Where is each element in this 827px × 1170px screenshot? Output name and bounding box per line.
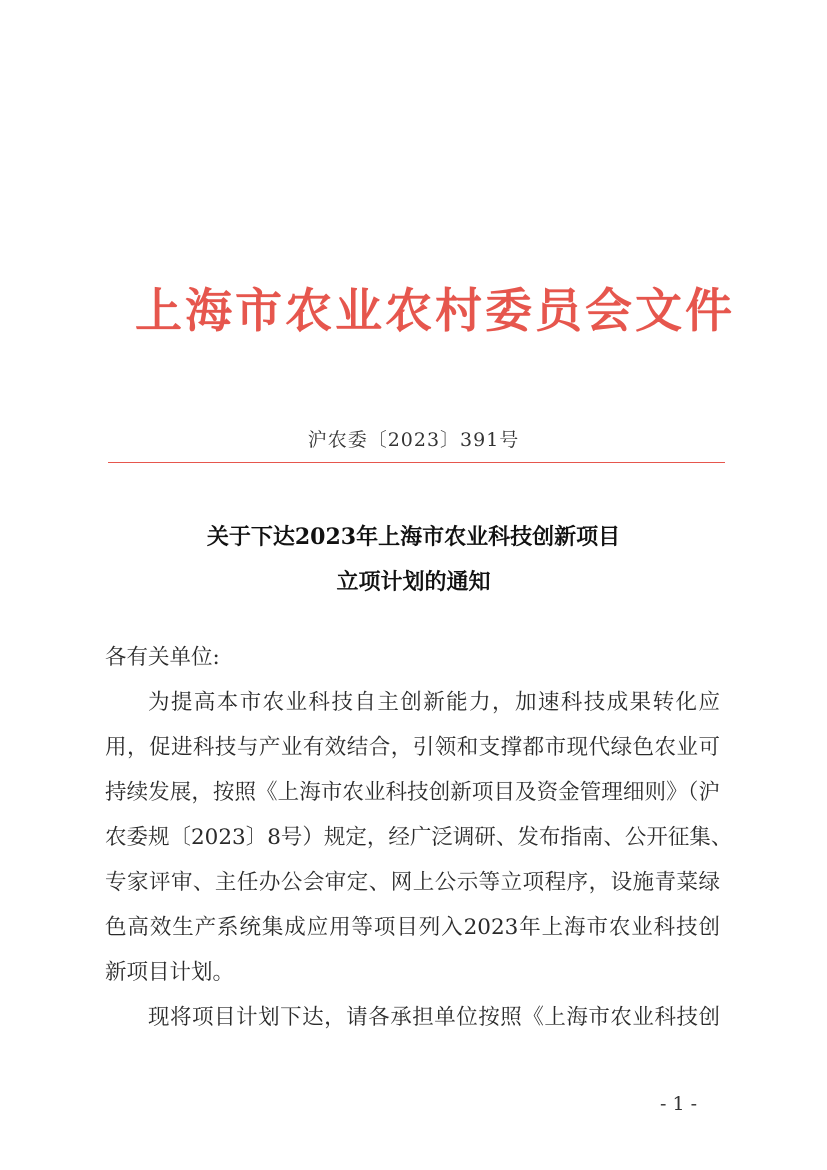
body-line: 农委规〔2023〕8号）规定，经广泛调研、发布指南、公开征集、: [105, 825, 733, 850]
document-title-line-2: 立项计划的通知: [336, 569, 491, 595]
body-line: 为提高本市农业科技自主创新能力，加速科技成果转化应: [148, 690, 720, 715]
salutation: 各有关单位:: [105, 645, 220, 670]
body-line: 现将项目计划下达，请各承担单位按照《上海市农业科技创: [148, 1005, 720, 1030]
body-line: 专家评审、主任办公会审定、网上公示等立项程序，设施青菜绿: [105, 870, 720, 895]
body-line: 色高效生产系统集成应用等项目列入2023年上海市农业科技创: [105, 915, 720, 940]
red-divider: [108, 462, 725, 463]
body-line: 持续发展，按照《上海市农业科技创新项目及资金管理细则》（沪: [105, 780, 720, 805]
body-line: 新项目计划。: [105, 960, 235, 985]
document-number: 沪农委〔2023〕391号: [307, 429, 520, 451]
page-number: - 1 -: [660, 1093, 698, 1115]
body-line: 用，促进科技与产业有效结合，引领和支撑都市现代绿色农业可: [105, 735, 720, 760]
document-masthead: 上海市农业农村委员会文件: [135, 284, 735, 339]
document-title-line-1: 关于下达2023年上海市农业科技创新项目: [206, 524, 621, 550]
